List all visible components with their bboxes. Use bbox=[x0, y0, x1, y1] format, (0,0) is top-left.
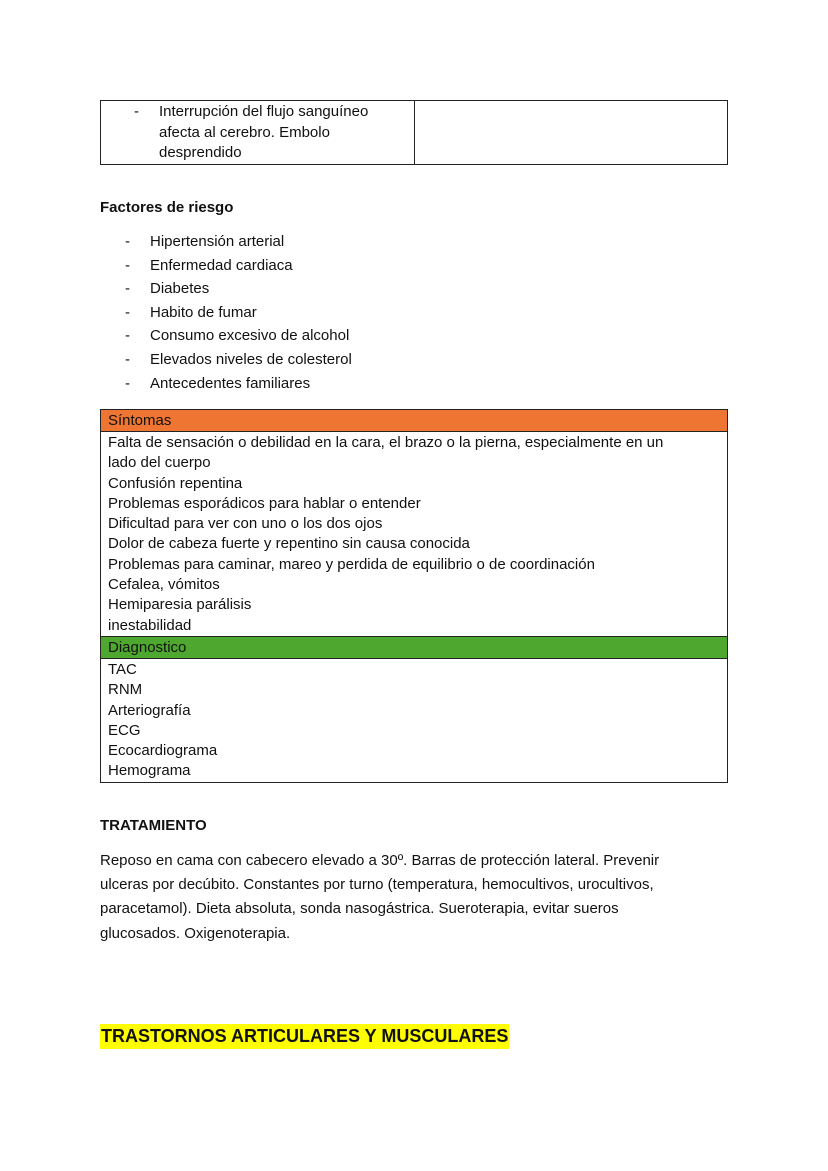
symptom-row: Hemiparesia parálisis bbox=[108, 596, 252, 614]
list-item bbox=[100, 350, 352, 374]
bullet-dash: - bbox=[125, 233, 130, 250]
list-item-text: Elevados niveles de colesterol bbox=[150, 350, 352, 368]
symptom-row: Cefalea, vómitos bbox=[108, 576, 220, 594]
bullet-dash: - bbox=[125, 256, 130, 274]
list-item bbox=[100, 326, 352, 350]
treatment-heading: TRATAMIENTO bbox=[100, 817, 207, 834]
symptoms-header: Síntomas bbox=[101, 410, 727, 432]
symptom-row: lado del cuerpo bbox=[108, 454, 211, 472]
diagnosis-rows bbox=[101, 659, 727, 782]
bullet-dash: - bbox=[125, 327, 130, 345]
bullet-dash: - bbox=[125, 350, 130, 368]
diagnosis-row: Hemograma bbox=[108, 762, 191, 780]
paragraph-line: ulceras por decúbito. Constantes por turno (temperatura, hemocultivos, urocultivos, bbox=[100, 876, 654, 894]
list-item-text: Antecedentes familiares bbox=[150, 374, 311, 392]
symptom-row: Dificultad para ver con uno o los dos ojos bbox=[108, 515, 383, 533]
continuation-cell-right bbox=[415, 101, 728, 165]
list-item-text: Diabetes bbox=[150, 280, 210, 298]
bullet-dash: - bbox=[125, 374, 130, 392]
cell-line: Interrupción del flujo sanguíneo bbox=[159, 103, 369, 120]
diagnosis-row: Ecocardiograma bbox=[108, 742, 218, 760]
bullet-dash: - bbox=[134, 103, 139, 120]
diagnosis-header: Diagnostico bbox=[101, 636, 727, 659]
list-item-text: Enfermedad cardiaca bbox=[150, 256, 293, 274]
treatment-paragraph bbox=[100, 849, 730, 946]
diagnosis-row: ECG bbox=[108, 721, 141, 739]
symptoms-rows bbox=[101, 432, 727, 636]
symptom-row: Falta de sensación o debilidad en la cara, el brazo o la pierna, especialmente en un bbox=[108, 434, 664, 451]
cell-line: afecta al cerebro. Embolo bbox=[159, 123, 330, 141]
list-item bbox=[100, 374, 352, 398]
cell-line: desprendido bbox=[159, 144, 242, 161]
bullet-dash: - bbox=[125, 303, 130, 321]
paragraph-line: Reposo en cama con cabecero elevado a 30º. Barras de protección lateral. Prevenir bbox=[100, 852, 660, 869]
risk-factors-list bbox=[100, 232, 352, 397]
list-item bbox=[100, 303, 352, 327]
list-item-text: Hipertensión arterial bbox=[150, 233, 285, 250]
diagnosis-row: TAC bbox=[108, 660, 137, 678]
list-item bbox=[100, 256, 352, 280]
bullet-dash: - bbox=[125, 280, 130, 298]
symptom-row: Confusión repentina bbox=[108, 474, 243, 492]
symptom-row: Problemas esporádicos para hablar o entender bbox=[108, 494, 421, 512]
continuation-cell-left bbox=[101, 101, 415, 165]
continuation-table bbox=[100, 100, 728, 165]
symptom-row: Dolor de cabeza fuerte y repentino sin causa conocida bbox=[108, 535, 470, 553]
list-item-text: Habito de fumar bbox=[150, 303, 257, 321]
risk-factors-heading: Factores de riesgo bbox=[100, 199, 234, 216]
paragraph-line: paracetamol). Dieta absoluta, sonda nasogástrica. Sueroterapia, evitar sueros bbox=[100, 900, 619, 918]
diagnosis-row: RNM bbox=[108, 681, 143, 699]
list-item bbox=[100, 232, 352, 256]
paragraph-line: glucosados. Oxigenoterapia. bbox=[100, 924, 291, 942]
symptom-row: inestabilidad bbox=[108, 616, 192, 634]
symptoms-diagnosis-table bbox=[100, 409, 728, 783]
list-item-text: Consumo excesivo de alcohol bbox=[150, 327, 350, 345]
list-item bbox=[100, 279, 352, 303]
symptom-row: Problemas para caminar, mareo y perdida de equilibrio o de coordinación bbox=[108, 555, 595, 573]
section-title-highlighted: TRASTORNOS ARTICULARES Y MUSCULARES bbox=[100, 1024, 509, 1049]
diagnosis-row: Arteriografía bbox=[108, 701, 191, 719]
